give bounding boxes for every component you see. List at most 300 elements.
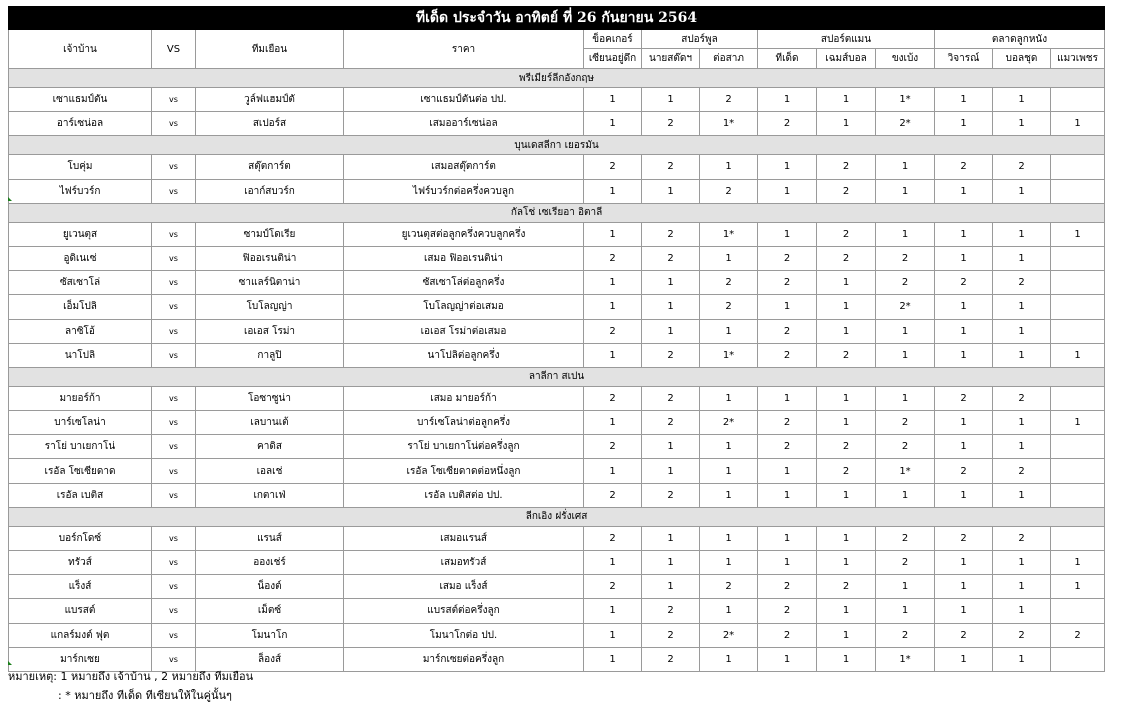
header-vs: VS <box>152 30 196 69</box>
pick-cell: 1 <box>700 599 758 623</box>
pick-cell: 2 <box>993 459 1051 483</box>
vs-label: vs <box>152 246 196 270</box>
price: เรอัล เบติสต่อ ปป. <box>344 483 584 507</box>
match-row <box>9 155 1105 179</box>
header-group-sportpool: สปอร์พูล <box>642 30 758 49</box>
pick-cell: 1 <box>642 179 700 203</box>
away-team: สตุ๊ตการ์ต <box>196 155 344 179</box>
vs-label: vs <box>152 526 196 550</box>
pick-cell: 1 <box>876 386 935 410</box>
pick-cell: 1 <box>817 88 876 112</box>
pick-cell: 1 <box>935 246 993 270</box>
notes <box>8 667 253 705</box>
away-team: ซามป์โดเรีย <box>196 222 344 246</box>
pick-cell: 2 <box>642 386 700 410</box>
pick-cell: 1 <box>700 386 758 410</box>
pick-cell: 1 <box>642 526 700 550</box>
header-tipster: วิจารณ์ <box>935 49 993 69</box>
pick-cell: 2 <box>935 459 993 483</box>
home-team: เรอัล เบติส <box>9 483 152 507</box>
match-row <box>9 551 1105 575</box>
header-away: ทีมเยือน <box>196 30 344 69</box>
pick-cell: 2 <box>993 386 1051 410</box>
pick-cell <box>1051 526 1105 550</box>
pick-cell: 1 <box>584 599 642 623</box>
pick-cell: 1 <box>993 435 1051 459</box>
pick-cell: 1 <box>993 246 1051 270</box>
pick-cell: 2 <box>993 271 1051 295</box>
away-team: โมนาโก <box>196 623 344 647</box>
pick-cell <box>1051 88 1105 112</box>
pick-cell: 1 <box>1051 222 1105 246</box>
price: นาโปลิต่อลูกครึ่ง <box>344 343 584 367</box>
pick-cell: 1 <box>584 271 642 295</box>
pick-cell: 1 <box>758 295 817 319</box>
pick-cell: 2 <box>700 179 758 203</box>
pick-cell: 1 <box>993 411 1051 435</box>
pick-cell: 2 <box>935 623 993 647</box>
pick-cell: 2 <box>642 222 700 246</box>
pick-cell: 1 <box>993 551 1051 575</box>
vs-label: vs <box>152 343 196 367</box>
pick-cell: 2 <box>1051 623 1105 647</box>
pick-cell: 1* <box>700 222 758 246</box>
pick-cell: 1 <box>758 88 817 112</box>
pick-cell: 1 <box>758 551 817 575</box>
pick-cell: 1 <box>817 271 876 295</box>
pick-cell: 1 <box>1051 112 1105 136</box>
price: แบรสต์ต่อครึ่งลูก <box>344 599 584 623</box>
pick-cell: 1* <box>700 343 758 367</box>
home-team: ทรัวส์ <box>9 551 152 575</box>
pick-cell: 2* <box>876 112 935 136</box>
pick-cell: 1 <box>993 179 1051 203</box>
pick-cell: 1 <box>584 459 642 483</box>
pick-cell: 1 <box>993 599 1051 623</box>
pick-cell: 1 <box>993 112 1051 136</box>
pick-cell: 1 <box>935 112 993 136</box>
home-team: โบคุ่ม <box>9 155 152 179</box>
pick-cell: 2 <box>935 386 993 410</box>
pick-cell <box>1051 246 1105 270</box>
pick-cell: 1 <box>876 575 935 599</box>
match-row <box>9 179 1105 203</box>
home-team: ซัสเซาโล่ <box>9 271 152 295</box>
pick-cell: 1 <box>758 386 817 410</box>
pick-cell: 1 <box>1051 343 1105 367</box>
pick-cell: 2 <box>758 435 817 459</box>
pick-cell: 1 <box>993 343 1051 367</box>
home-team: มาร์กเซย <box>9 647 152 671</box>
price: เสมอ มายอร์ก้า <box>344 386 584 410</box>
pick-cell: 1 <box>584 179 642 203</box>
header-group-sportsman: สปอร์ตแมน <box>758 30 935 49</box>
pick-cell: 2 <box>817 459 876 483</box>
pick-cell: 2 <box>993 526 1051 550</box>
pick-cell: 1 <box>700 246 758 270</box>
price: มาร์กเซยต่อครึ่งลูก <box>344 647 584 671</box>
pick-cell: 2* <box>876 295 935 319</box>
pick-cell: 1 <box>700 647 758 671</box>
header-tipster: เซียนอยู่ดึก <box>584 49 642 69</box>
pick-cell: 2 <box>642 246 700 270</box>
pick-cell: 2 <box>758 343 817 367</box>
pick-cell: 1 <box>642 271 700 295</box>
pick-cell: 1 <box>700 526 758 550</box>
match-row <box>9 599 1105 623</box>
vs-label: vs <box>152 459 196 483</box>
match-row <box>9 271 1105 295</box>
pick-cell: 1* <box>700 112 758 136</box>
header-home: เจ้าบ้าน <box>9 30 152 69</box>
home-team: มายอร์ก้า <box>9 386 152 410</box>
pick-cell: 1 <box>876 599 935 623</box>
pick-cell: 2 <box>876 411 935 435</box>
pick-cell: 1 <box>993 647 1051 671</box>
away-team: เม็ตซ์ <box>196 599 344 623</box>
pick-cell: 1 <box>876 483 935 507</box>
pick-cell: 2 <box>876 551 935 575</box>
pick-cell: 2 <box>758 246 817 270</box>
away-team: เลบานเต้ <box>196 411 344 435</box>
header-tipster: นายสต๊ดฯ <box>642 49 700 69</box>
vs-label: vs <box>152 271 196 295</box>
pick-cell: 2 <box>758 411 817 435</box>
league-name: กัลโช่ เซเรียอา อิตาลี <box>9 203 1105 222</box>
pick-cell: 1 <box>817 295 876 319</box>
pick-cell: 1 <box>817 599 876 623</box>
pick-cell: 1 <box>584 222 642 246</box>
pick-cell: 1 <box>993 319 1051 343</box>
pick-cell: 1 <box>817 551 876 575</box>
pick-cell: 2 <box>758 112 817 136</box>
pick-cell <box>1051 155 1105 179</box>
vs-label: vs <box>152 623 196 647</box>
pick-cell: 1 <box>758 459 817 483</box>
pick-cell <box>1051 459 1105 483</box>
pick-cell: 2 <box>993 155 1051 179</box>
away-team: เอเอส โรม่า <box>196 319 344 343</box>
home-team: เอ็มโปลิ <box>9 295 152 319</box>
pick-cell: 1* <box>876 647 935 671</box>
pick-cell: 2 <box>935 271 993 295</box>
pick-cell: 1 <box>700 435 758 459</box>
pick-cell: 1 <box>700 459 758 483</box>
note-line-1: หมายเหตุ: 1 หมายถึง เจ้าบ้าน , 2 หมายถึง ทีมเยือน <box>8 670 254 683</box>
pick-cell: 1 <box>817 647 876 671</box>
pick-cell: 2 <box>642 112 700 136</box>
pick-cell: 1 <box>935 295 993 319</box>
pick-cell: 1 <box>642 435 700 459</box>
match-row <box>9 526 1105 550</box>
price: เสมอแรนส์ <box>344 526 584 550</box>
pick-cell: 1 <box>817 526 876 550</box>
match-row <box>9 295 1105 319</box>
vs-label: vs <box>152 155 196 179</box>
away-team: เกตาเฟ่ <box>196 483 344 507</box>
pick-cell: 1 <box>758 647 817 671</box>
pick-cell: 2 <box>817 222 876 246</box>
header-tipster: แมวเพชร <box>1051 49 1105 69</box>
pick-cell: 1 <box>935 88 993 112</box>
pick-cell: 2 <box>876 623 935 647</box>
home-team: อูดิเนเซ่ <box>9 246 152 270</box>
pick-cell: 1 <box>642 575 700 599</box>
match-row <box>9 112 1105 136</box>
pick-cell: 1 <box>993 88 1051 112</box>
away-team: น็องต์ <box>196 575 344 599</box>
pick-cell: 1* <box>876 88 935 112</box>
pick-cell: 2 <box>700 295 758 319</box>
pick-cell: 1 <box>1051 411 1105 435</box>
home-team: ราโย่ บาเยกาโน่ <box>9 435 152 459</box>
pick-cell: 1 <box>876 179 935 203</box>
pick-cell: 1 <box>700 551 758 575</box>
pick-cell: 1 <box>758 179 817 203</box>
pick-cell: 1 <box>876 222 935 246</box>
pick-cell: 2 <box>700 88 758 112</box>
league-row <box>9 69 1105 88</box>
away-team: ซาแลร์นิตาน่า <box>196 271 344 295</box>
pick-cell: 1 <box>758 155 817 179</box>
pick-cell: 2 <box>642 623 700 647</box>
vs-label: vs <box>152 411 196 435</box>
vs-label: vs <box>152 88 196 112</box>
away-team: แรนส์ <box>196 526 344 550</box>
home-team: แกลร์มงต์ ฟุต <box>9 623 152 647</box>
pick-cell: 1 <box>584 647 642 671</box>
cell-marker-icon <box>8 661 12 665</box>
away-team: ล็องส์ <box>196 647 344 671</box>
match-row <box>9 222 1105 246</box>
header-tipster: เฉมส์บอล <box>817 49 876 69</box>
match-row <box>9 88 1105 112</box>
home-team: เรอัล โซเซียดาด <box>9 459 152 483</box>
pick-cell: 1 <box>700 155 758 179</box>
vs-label: vs <box>152 599 196 623</box>
pick-cell: 1 <box>993 295 1051 319</box>
pick-cell: 1 <box>642 88 700 112</box>
pick-cell: 2 <box>584 246 642 270</box>
match-row <box>9 623 1105 647</box>
pick-cell: 1 <box>642 295 700 319</box>
home-team: แร็งส์ <box>9 575 152 599</box>
header-group-market: ตลาดลูกหนัง <box>935 30 1105 49</box>
pick-cell: 1 <box>642 459 700 483</box>
home-team: อาร์เซน่อล <box>9 112 152 136</box>
pick-cell: 2 <box>584 526 642 550</box>
pick-cell: 1 <box>584 295 642 319</box>
pick-cell: 1 <box>1051 575 1105 599</box>
price: เสมอ ฟิออเรนติน่า <box>344 246 584 270</box>
vs-label: vs <box>152 386 196 410</box>
home-team: บาร์เซโลน่า <box>9 411 152 435</box>
page-title: ทีเด็ด ประจำวัน อาทิตย์ ที่ 26 กันยายน 2564 <box>9 7 1105 30</box>
pick-cell <box>1051 483 1105 507</box>
pick-cell: 2 <box>642 155 700 179</box>
pick-cell: 1 <box>876 343 935 367</box>
pick-cell: 1 <box>993 483 1051 507</box>
price: เสมอทรัวส์ <box>344 551 584 575</box>
price: บาร์เซโลน่าต่อลูกครึ่ง <box>344 411 584 435</box>
match-row <box>9 483 1105 507</box>
pick-cell: 1 <box>817 319 876 343</box>
pick-cell: 2 <box>758 575 817 599</box>
pick-cell: 1 <box>935 575 993 599</box>
away-team: เอาก์สบวร์ก <box>196 179 344 203</box>
pick-cell: 2 <box>642 599 700 623</box>
home-team: ยูเวนตุส <box>9 222 152 246</box>
pick-cell: 1 <box>935 647 993 671</box>
pick-cell: 1 <box>700 319 758 343</box>
away-team: คาดิส <box>196 435 344 459</box>
pick-cell: 2 <box>876 246 935 270</box>
pick-cell: 1 <box>993 575 1051 599</box>
pick-cell: 2 <box>700 271 758 295</box>
away-team: เอลเช่ <box>196 459 344 483</box>
away-team: โอซาซูน่า <box>196 386 344 410</box>
pick-cell: 1 <box>817 112 876 136</box>
pick-cell: 1 <box>642 319 700 343</box>
pick-cell: 1 <box>584 551 642 575</box>
vs-label: vs <box>152 551 196 575</box>
pick-cell: 2 <box>584 155 642 179</box>
pick-cell: 1 <box>817 386 876 410</box>
home-team: บอร์กโดซ์ <box>9 526 152 550</box>
pick-cell: 2 <box>758 271 817 295</box>
pick-cell: 2 <box>642 483 700 507</box>
price: เซาแธมป์ตันต่อ ปป. <box>344 88 584 112</box>
league-name: ลาลีกา สเปน <box>9 367 1105 386</box>
header-price: ราคา <box>344 30 584 69</box>
price: เสมอสตุ๊ตการ์ต <box>344 155 584 179</box>
header-tipster: บอลชุด <box>993 49 1051 69</box>
pick-cell <box>1051 319 1105 343</box>
vs-label: vs <box>152 435 196 459</box>
match-row <box>9 411 1105 435</box>
pick-cell: 1 <box>642 551 700 575</box>
pick-cell: 1 <box>817 483 876 507</box>
vs-label: vs <box>152 575 196 599</box>
pick-cell: 2 <box>817 179 876 203</box>
pick-cell: 2 <box>642 647 700 671</box>
home-team: เซาแธมป์ตัน <box>9 88 152 112</box>
pick-cell: 2 <box>993 623 1051 647</box>
pick-cell: 2 <box>817 155 876 179</box>
match-row <box>9 343 1105 367</box>
pick-cell: 1 <box>935 319 993 343</box>
pick-cell: 1 <box>935 179 993 203</box>
pick-cell: 1 <box>993 222 1051 246</box>
pick-cell: 1 <box>584 343 642 367</box>
pick-cell: 1 <box>935 599 993 623</box>
pick-cell: 1 <box>935 483 993 507</box>
league-row <box>9 203 1105 222</box>
price: ยูเวนตุสต่อลูกครึ่งควบลูกครึ่ง <box>344 222 584 246</box>
header-tipster: ต่อสาภ <box>700 49 758 69</box>
away-team: ฟิออเรนติน่า <box>196 246 344 270</box>
home-team: ไฟร์บวร์ก <box>9 179 152 203</box>
vs-label: vs <box>152 295 196 319</box>
away-team: วูล์ฟแฮมป์ตั <box>196 88 344 112</box>
pick-cell: 1 <box>935 222 993 246</box>
pick-cell: 2 <box>584 319 642 343</box>
pick-cell <box>1051 295 1105 319</box>
pick-cell: 1 <box>758 222 817 246</box>
pick-cell: 1 <box>876 155 935 179</box>
note-line-2: : * หมายถึง ทีเด็ด ทีเซียนให้ในคู่นั้นๆ <box>58 689 232 702</box>
league-name: พรีเมียร์ลีกอังกฤษ <box>9 69 1105 88</box>
pick-cell: 1 <box>817 411 876 435</box>
pick-cell: 2 <box>758 599 817 623</box>
league-row <box>9 507 1105 526</box>
price: เสมออาร์เซน่อล <box>344 112 584 136</box>
away-team: กาลูปิ <box>196 343 344 367</box>
header-tipster: ขงเบ้ง <box>876 49 935 69</box>
pick-cell: 1* <box>876 459 935 483</box>
pick-cell: 1 <box>935 343 993 367</box>
home-team: แบรสต์ <box>9 599 152 623</box>
pick-cell: 2 <box>876 526 935 550</box>
pick-cell: 2 <box>817 246 876 270</box>
pick-cell: 1 <box>584 88 642 112</box>
pick-cell: 2 <box>935 526 993 550</box>
price: โมนาโกต่อ ปป. <box>344 623 584 647</box>
vs-label: vs <box>152 483 196 507</box>
pick-cell <box>1051 271 1105 295</box>
price: ไฟร์บวร์กต่อครึ่งควบลูก <box>344 179 584 203</box>
pick-cell: 1 <box>935 411 993 435</box>
vs-label: vs <box>152 222 196 246</box>
match-row <box>9 319 1105 343</box>
pick-cell: 1 <box>758 483 817 507</box>
home-team: นาโปลิ <box>9 343 152 367</box>
pick-cell: 2 <box>817 343 876 367</box>
match-row <box>9 246 1105 270</box>
vs-label: vs <box>152 112 196 136</box>
header-row-groups <box>9 30 1105 49</box>
title-row <box>9 7 1105 30</box>
pick-cell <box>1051 435 1105 459</box>
pick-cell: 2 <box>817 435 876 459</box>
match-row <box>9 386 1105 410</box>
pick-cell: 1 <box>1051 551 1105 575</box>
match-row <box>9 459 1105 483</box>
pick-cell: 2 <box>642 343 700 367</box>
pick-cell: 1 <box>584 623 642 647</box>
pick-cell <box>1051 599 1105 623</box>
pick-cell: 1 <box>817 623 876 647</box>
vs-label: vs <box>152 647 196 671</box>
pick-cell: 1 <box>876 319 935 343</box>
pick-cell: 2 <box>876 435 935 459</box>
pick-cell: 2 <box>817 575 876 599</box>
cell-marker-icon <box>8 197 12 201</box>
pick-cell: 2 <box>758 319 817 343</box>
vs-label: vs <box>152 319 196 343</box>
league-row <box>9 136 1105 155</box>
pick-cell: 1 <box>584 411 642 435</box>
pick-cell: 2 <box>584 483 642 507</box>
pick-cell <box>1051 386 1105 410</box>
league-row <box>9 367 1105 386</box>
pick-cell: 2 <box>700 575 758 599</box>
price: ราโย่ บาเยกาโน่ต่อครึ่งลูก <box>344 435 584 459</box>
pick-cell: 2 <box>584 575 642 599</box>
away-team: โบโลญญ่า <box>196 295 344 319</box>
match-row <box>9 575 1105 599</box>
pick-cell: 2* <box>700 411 758 435</box>
